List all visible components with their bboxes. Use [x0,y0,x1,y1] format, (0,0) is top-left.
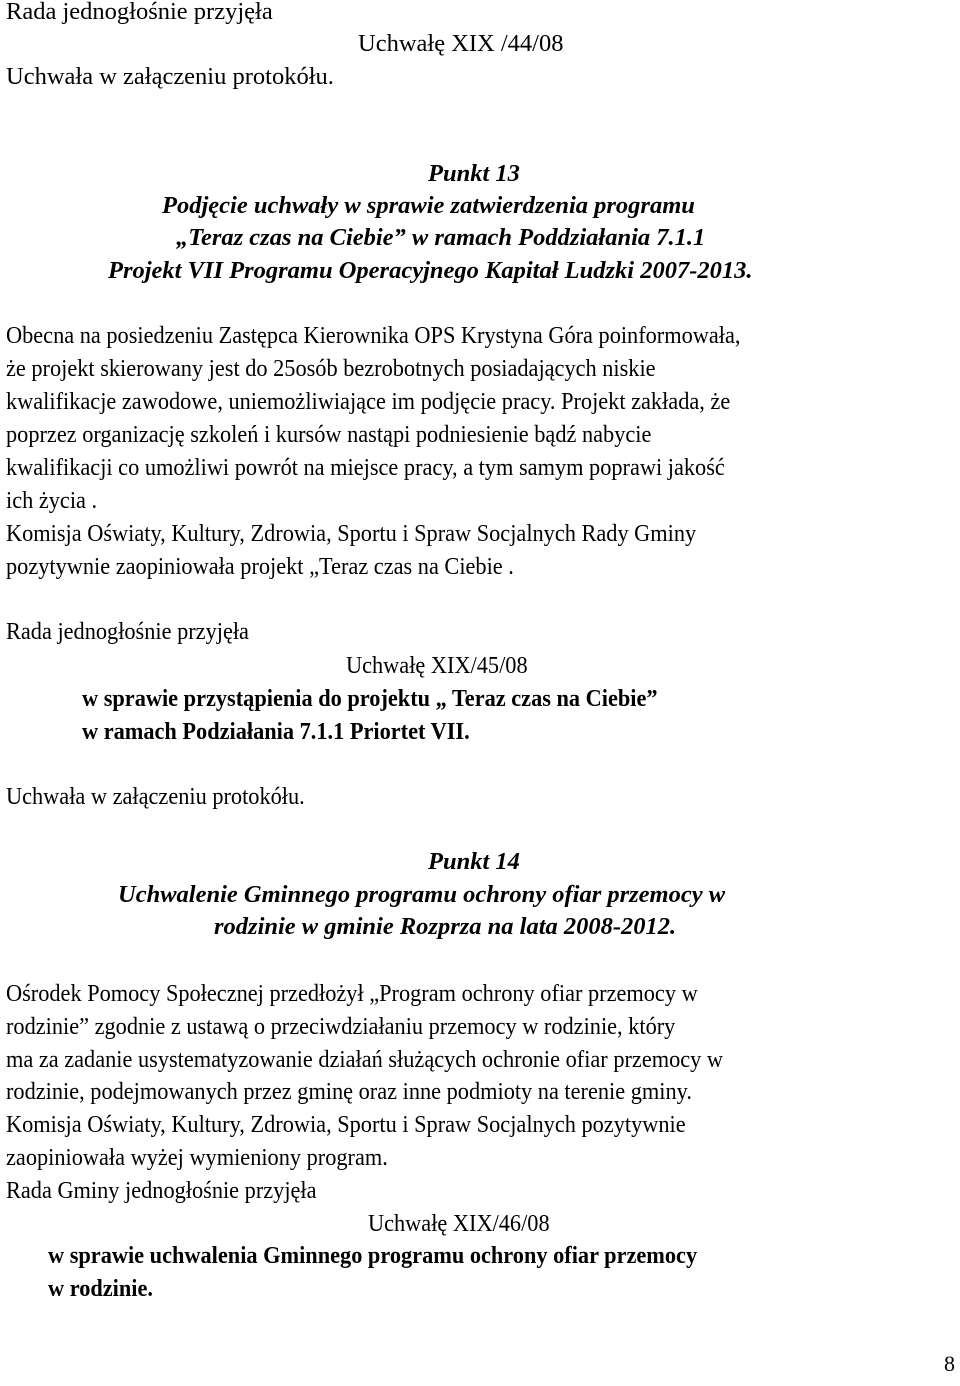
resolution-title-line: w sprawie uchwalenia Gminnego programu ochrony ofiar przemocy [48,1243,698,1269]
resolution-title-line: w sprawie przystąpienia do projektu „ Teraz czas na Ciebie” [82,686,658,712]
adoption-line: Rada jednogłośnie przyjęła [6,0,273,25]
body-line: ma za zadanie usystematyzowanie działań służących ochronie ofiar przemocy w [6,1047,724,1073]
body-line: Obecna na posiedzeniu Zastępca Kierownika OPS Krystyna Góra poinformowała, [6,323,741,349]
attachment-note: Uchwała w załączeniu protokółu. [6,784,305,810]
section-heading: Punkt 13 [428,160,520,187]
body-line: kwalifikacje zawodowe, uniemożliwiające im podjęcie pracy. Projekt zakłada, że [6,389,731,415]
body-line: pozytywnie zaopiniowała projekt „Teraz czas na Ciebie . [6,554,514,580]
section-heading: Punkt 14 [428,848,520,875]
resolution-title-line: w rodzinie. [48,1276,153,1302]
section-subject-line: „Teraz czas na Ciebie” w ramach Poddziałania 7.1.1 [176,224,706,251]
body-line: że projekt skierowany jest do 25osób bezrobotnych posiadających niskie [6,356,656,382]
resolution-number: Uchwałę XIX/45/08 [346,653,528,679]
attachment-note: Uchwała w załączeniu protokółu. [6,63,334,90]
body-line: rodzinie” zgodnie z ustawą o przeciwdziałaniu przemocy w rodzinie, który [6,1014,676,1040]
body-line: rodzinie, podejmowanych przez gminę oraz inne podmioty na terenie gminy. [6,1079,692,1105]
adoption-line: Rada jednogłośnie przyjęła [6,619,249,645]
body-line: Ośrodek Pomocy Społecznej przedłożył „Program ochrony ofiar przemocy w [6,981,698,1007]
resolution-number: Uchwałę XIX /44/08 [358,30,564,57]
resolution-number: Uchwałę XIX/46/08 [368,1211,550,1237]
body-line: Komisja Oświaty, Kultury, Zdrowia, Sportu i Spraw Socjalnych pozytywnie [6,1112,686,1138]
body-line: Komisja Oświaty, Kultury, Zdrowia, Sportu i Spraw Socjalnych Rady Gminy [6,521,697,547]
adoption-line: Rada Gminy jednogłośnie przyjęła [6,1178,317,1204]
section-subject-line: Uchwalenie Gminnego programu ochrony ofiar przemocy w [118,881,726,908]
section-subject-line: Projekt VII Programu Operacyjnego Kapitał Ludzki 2007-2013. [108,257,753,284]
page-number: 8 [944,1351,955,1376]
section-subject-line: rodzinie w gminie Rozprza na lata 2008-2012. [214,913,677,940]
body-line: zaopiniowała wyżej wymieniony program. [6,1145,388,1171]
resolution-title-line: w ramach Podziałania 7.1.1 Priortet VII. [82,719,470,745]
section-subject-line: Podjęcie uchwały w sprawie zatwierdzenia programu [162,192,695,219]
body-line: kwalifikacji co umożliwi powrót na miejsce pracy, a tym samym poprawi jakość [6,455,725,481]
body-line: poprzez organizację szkoleń i kursów nastąpi podniesienie bądź nabycie [6,422,652,448]
body-line: ich życia . [6,488,98,514]
